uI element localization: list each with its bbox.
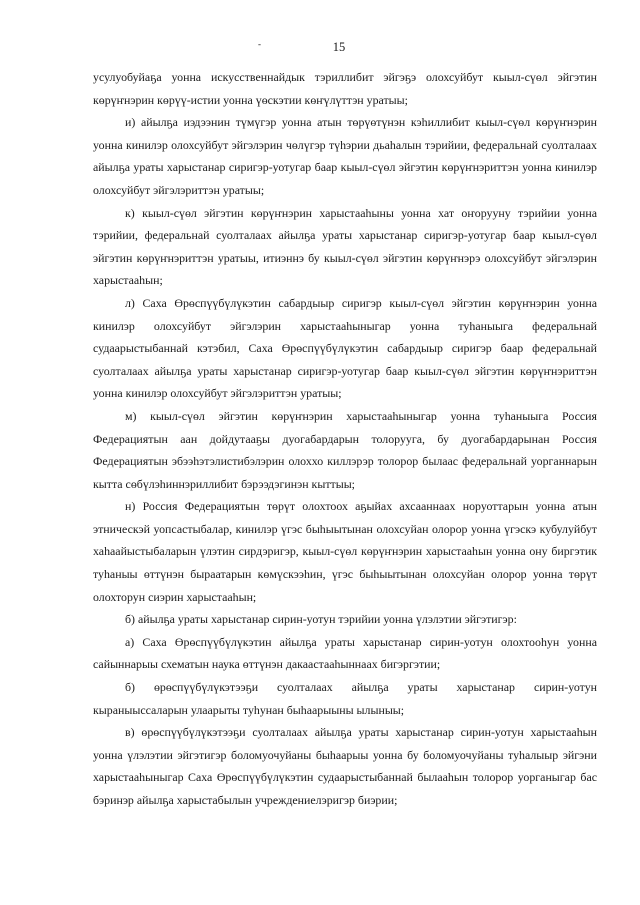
paragraph-continuation: усулуобуйаҕа уонна искусственнайдык тэриллибит эйгэҕэ олохсуйбут кыыл-сүөл эйгэтин көрүҥнэрин көрүү-истии уонна үөскэтии көҥүлүттэн уратыы; <box>93 70 597 107</box>
paragraph-item-k: к) кыыл-сүөл эйгэтин көрүҥнэрин харыстааһыны уонна хат оҥорууну тэрийии уонна тэрийии, федеральнай суолталаах айылҕа ураты харыстанар сиригэр-уотугар баар кыыл-сүөл эйгэтин көрүҥнэриттэн уратыы, итиэннэ бу кыыл-сүөл эйгэтин көрүҥнэрэ олохсуйбут эйгэлэрин харыстааһын; <box>93 205 597 288</box>
paragraph-subitem-v: в) өрөспүүбүлүкэтээҕи суолталаах айылҕа ураты харыстанар сирин-уотун харыстааһын уонна үлэлэтии эйгэтигэр боломуочуйаны быһаарыы уонна бу боломуочуйаны туһалыыр эйгэни харыстааһыныгар Саха Өрөспүүбүлүкэтин судаарыстыбаннай былааһын толорор уорганыгар бас бэринэр айылҕа харыстабылын учреждениелэригэр биэрии; <box>93 725 597 807</box>
page-number: 15 <box>332 40 346 54</box>
paragraph-item-l: л) Саха Өрөспүүбүлүкэтин сабардыыр сиригэр кыыл-сүөл эйгэтин көрүҥнэрин уонна кинилэр олохсуйбут эйгэлэрин харыстааһыныгар уонна туһаныыга федеральнай судаарыстыбаннай кэтэбил, Саха Өрөспүүбүлүкэтин сабардыыр сиригэр баар федеральнай суолталаах айылҕа ураты харыстанар сиригэр-уотугар баар кыыл-сүөл эйгэтин көрүҥнэриттэн уонна кинилэр олохсуйбут эйгэлэриттэн уратыы; <box>93 295 597 401</box>
paragraph-section-6: б) айылҕа ураты харыстанар сирин-уотун тэрийии уонна үлэлэтии эйгэтигэр: <box>125 612 517 627</box>
paragraph-subitem-b: б) өрөспүүбүлүкэтээҕи суолталаах айылҕа ураты харыстанар сирин-уотун кыраныыссаларын улаарыты туһунан быһаарыыны ылыныы; <box>93 680 597 717</box>
paragraph-subitem-a: а) Саха Өрөспүүбүлүкэтин айылҕа ураты харыстанар сирин-уотун олохтооһун уонна сайыннарыы схематын наука өттүнэн дакаастааһыннаах бигэргэтии; <box>93 634 597 672</box>
header-mark: - <box>258 39 261 49</box>
paragraph-item-m: м) кыыл-сүөл эйгэтин көрүҥнэрин харыстааһыныгар уонна туһаныыга Россия Федерациятын аан дойдутааҕы дуогабардарын толорууга, бу дуогабардарынан Россия Федерациятын эбээһэтэлистибэлэрин олоххо киллэрэр толорор былаас федеральнай уорганнарын кытта сөбүлэһиннэриллибит бэрээдэгинэн кыттыы; <box>93 408 597 491</box>
body-text <box>93 66 597 812</box>
paragraph-item-n: н) Россия Федерациятын төрүт олохтоох аҕыйах ахсааннаах норуоттарын уонна атын этническэй уопсастыбалар, кинилэр үгэс быһыытынан олохсуйан олорор уонна үгэскэ кубулуйбут хаһаайыстыбаларын үлэтин сирдэригэр, кыыл-сүөл көрүҥнэрин харыстааһын уонна ону биргэтик туһаныы өттүнэн быраатарын көмүскээһин, үгэс быһыытынан олохсуйан олорор уонна төрүт олохторун сиэрин харыстааһын; <box>93 499 597 604</box>
paragraph-item-i: и) айылҕа иэдээнин түмүгэр уонна атын төрүөтүнэн кэһиллибит кыыл-сүөл көрүҥнэрин уонна кинилэр олохсуйбут эйгэлэрин чөлүгэр түһэрии дьаһалын тэрийии, федеральнай суолталаах айылҕа ураты харыстанар сиригэр-уотугар баар кыыл-сүөл эйгэтин көрүҥнэриттэн уонна кинилэр олохсуйбут эйгэлэриттэн уратыы; <box>93 115 597 197</box>
